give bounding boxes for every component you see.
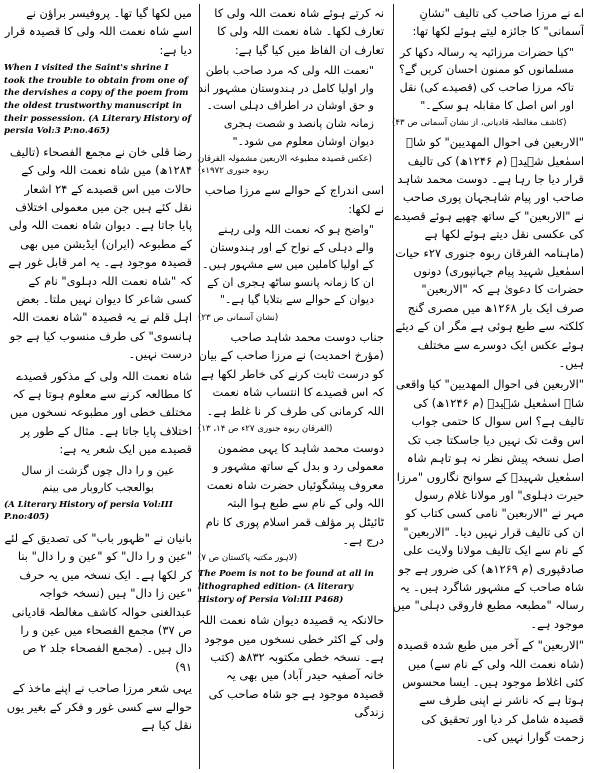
paragraph: حالانکہ یہ قصیدہ دیوان شاہ نعمت اللہ ولی کے اکثر خطی نسخوں میں موجود ہے۔ نسخہ خطی مکتوبہ ۸۳۲ھ (کتب خانہ آصفیہ حیدر آباد) میں بھی یہ قصیدہ موجود ہے جو شاہ صاحب کی زندگی: [199, 613, 384, 720]
paragraph: "الاربعین" کے آخر میں طبع شدہ قصیدہ (شاہ نعمت اللہ ولی کے نام سے) میں کئی اغلاط موجود ہیں۔ ایسا محسوس ہوتا ہے کہ ناشر نے اپنی طرف سے قصیدہ شامل کر دیا اور تحقیق کی زحمت گوارا نہیں کی۔: [396, 638, 584, 745]
verse-line: بوالعجب کاروبار می بینم: [42, 480, 154, 494]
column-divider: [199, 4, 200, 769]
citation: (الفرقان ربوہ جنوری ۲۷ء ص ۱۴، ۱۳): [198, 424, 333, 434]
quotation: "واضح ہو کہ نعمت اللہ ولی رہنے والے دہلی کے نواح کے اور ہندوستان کے اولیا کاملین میں سے مشہور ہیں۔ ان کا زمانہ پانسو ساٹھ ہجری ان کے دیوان کے حوالے سے بتلایا گیا ہے۔": [202, 223, 374, 307]
paragraph: اے نے مرزا صاحب کی تالیف "نشانِ آسمانی" کا جائزہ لیتے ہوئے لکھا تھا:: [412, 6, 584, 39]
citation: (کاشف مغالطہ قادیانی، از نشان آسمانی ص ۴۳): [392, 118, 567, 129]
english-quotation: When I visited the Saint's shrine I took the trouble to obtain from one of the dervishes a copy of the poem from the oldest trustworthy manuscript in their possession. (A Literary History of persia Vol:3 P:no.465): [4, 63, 192, 137]
paragraph: بانیان نے "ظہور باب" کی تصدیق کے لئے "عین و را دال" کو "عین و را دال" بنا کر لکھا ہے۔ ایک نسخہ میں یہ حرف "عین زا دال" ہیں (نسخہ خواجہ عبدالغنی حوالہ کاشف مغالطہ قادیانی ص ۳۷) مجمع الفصحاء میں عین و را دال ہیں۔ (مجمع الفصحاء جلد ۲ ص ۹۱): [4, 530, 192, 674]
english-quotation: The Poem is not to be found at all in lithographed edition- (A literary History of Persia Vol:III P468): [198, 569, 374, 605]
citation: (نشان آسمانی ص ۲۳): [198, 312, 279, 323]
paragraph: میں لکھا گیا تھا۔ پروفیسر براؤن نے اسے شاہ نعمت اللہ ولی کا قصیدہ قرار دیا ہے:: [4, 6, 192, 57]
quotation: "کیا حضرات مرزائیہ یہ رسالہ دکھا کر مسلمانوں کو ممنون احسان کریں گے؟ تاکہ مرزا صاحب کی (قصیدے کی) نقل اور اس اصل کا مقابلہ ہو سکے۔": [399, 45, 574, 112]
quotation: "نعمت اللہ ولی کہ مرد صاحب باطن وار اولیا کامل در ہندوستان مشہور اند و حق اوشان در اطراف دہلی است۔ زمانہ شان پانصد و شصت ہجری دیوان اوشان معلوم می شود۔": [198, 64, 374, 148]
paragraph: جناب دوست محمد شاہد صاحب (مؤرخ احمدیت) نے مرزا صاحب کے بیان کو درست ثابت کرنے کی خاطر لکھا ہے کہ اس قصیدے کا انتساب شاہ نعمت اللہ کرمانی کی طرف کر نا غلط ہے۔: [198, 329, 384, 418]
verse-line: عین و را دال چوں گزشت از سال: [21, 463, 175, 477]
paragraph: یہی شعر مرزا صاحب نے اپنے ماخذ کے حوالے سے کسی غور و فکر کے بغیر یوں نقل کیا ہے: [6, 681, 192, 732]
paragraph: اسی اندراج کے حوالے سے مرزا صاحب نے لکھا:: [204, 183, 384, 216]
column-divider: [393, 4, 394, 769]
paragraph: "الاربعین فی احوال المهدیین" کیا واقعی شاہ اسمٰعیل شہیدؒ (م ۱۲۴۶ھ) کی تالیف ہے؟ اس سوال کا حتمی جواب اس وقت تک نہیں دیا جاسکتا جب تک اصل نسخہ پیش نظر نہ ہو تاہم شاہ اسمٰعیل شہیدؒ کے سوانح نگاروں "مرزا حیرت دہلوی" اور مولانا غلام رسول مہر نے "الاربعین" نامی کسی کتاب کو ان کی تالیف قرار نہیں دیا۔ "الاربعین" کے نام سے ایک تالیف مولانا ولایت علی صادقپوری (م ۱۲۶۹ھ) کی ضرور ہے جو شاہ صاحب کے مشہور شاگرد ہیں۔ یہ رسالہ "مطبعہ مطبع فاروقی دہلی" میں موجود ہے۔: [392, 377, 584, 631]
english-quotation: (A Literary History of persia Vol:III P.no:405): [4, 499, 173, 523]
column-left: [4, 4, 192, 769]
paragraph: شاہ نعمت اللہ ولی کے مذکور قصیدے کا مطالعہ کرنے سے معلوم ہوتا ہے کہ مختلف خطی اور مطبوعہ نسخوں میں اختلاف پایا جاتا ہے۔ مثال کے طور پر قصیدے میں ایک شعر یہ ہے:: [10, 368, 192, 457]
paragraph: نہ کرتے ہوئے شاہ نعمت اللہ ولی کا تعارف لکھا۔ شاہ نعمت اللہ ولی کا تعارف ان الفاظ میں کیا گیا ہے:: [214, 6, 384, 57]
citation: (لاہور مکتبہ پاکستان ص ۷): [198, 553, 298, 564]
paragraph: "الاربعین فی احوال المهدیین" کو شاہ اسمٰعیل شہیدؒ (م ۱۲۴۶ھ) کی تالیف قرار دیا جا رہا ہے۔ دوست محمد شاہد صاحب اور پیام شاہجہان پوری صاحب نے "الاربعین" کے ساتھ چھپے ہوئے قصیدے کی عکسی نقل دیتے ہوئے لکھا ہے (ماہنامہ الفرقان ربوہ جنوری ۲۷ء حیات اسمٰعیل شہید پیام جہانپوری) دونوں حضرات کا دعویٰ ہے کہ "الاربعین" صرف ایک بار ۱۲۶۸ھ میں مصری گنج کلکتہ سے طبع ہوئی ہے مگر ان کے دیئے ہوئے عکس ایک دوسرے سے مختلف ہیں۔: [394, 135, 584, 371]
column-right: [392, 4, 584, 769]
paragraph: رضا قلی خان نے مجمع الفصحاء (تالیف ۱۲۸۴ھ) میں شاہ نعمت اللہ ولی کے حالات میں اس قصیدے کے ۲۴ اشعار نقل کئے ہیں جن میں معمولی اختلاف پایا جاتا ہے۔ دیوان شاہ نعمت اللہ ولی کے مطبوعہ (ایران) ایڈیشن میں بھی قصیدہ موجود ہے۔ یہ امر قابل غور ہے کہ "شاہ نعمت اللہ دہلوی" نام کے کسی شاعر کا دیوان نہیں ملتا۔ بعض اہل قلم نے یہ قصیدہ "شاہ نعمت اللہ ہانسوی" کی طرف منسوب کیا ہے جو درست نہیں۔: [8, 144, 192, 362]
column-middle: [198, 4, 384, 769]
paragraph: دوست محمد شاہد کا یہی مضمون معمولی رد و بدل کے ساتھ مشہور و معروف پیشگوئیاں حضرت شاہ نعمت اللہ ولی کے نام سے طبع ہوا البتہ ٹائیٹل پر مؤلف قمر اسلام پوری کا نام درج ہے۔: [205, 441, 384, 548]
citation: (عکس قصیدہ مطبوعہ الاربعین مشمولہ الفرقان ربوہ جنوری ۱۹۷۲ء): [198, 154, 372, 177]
